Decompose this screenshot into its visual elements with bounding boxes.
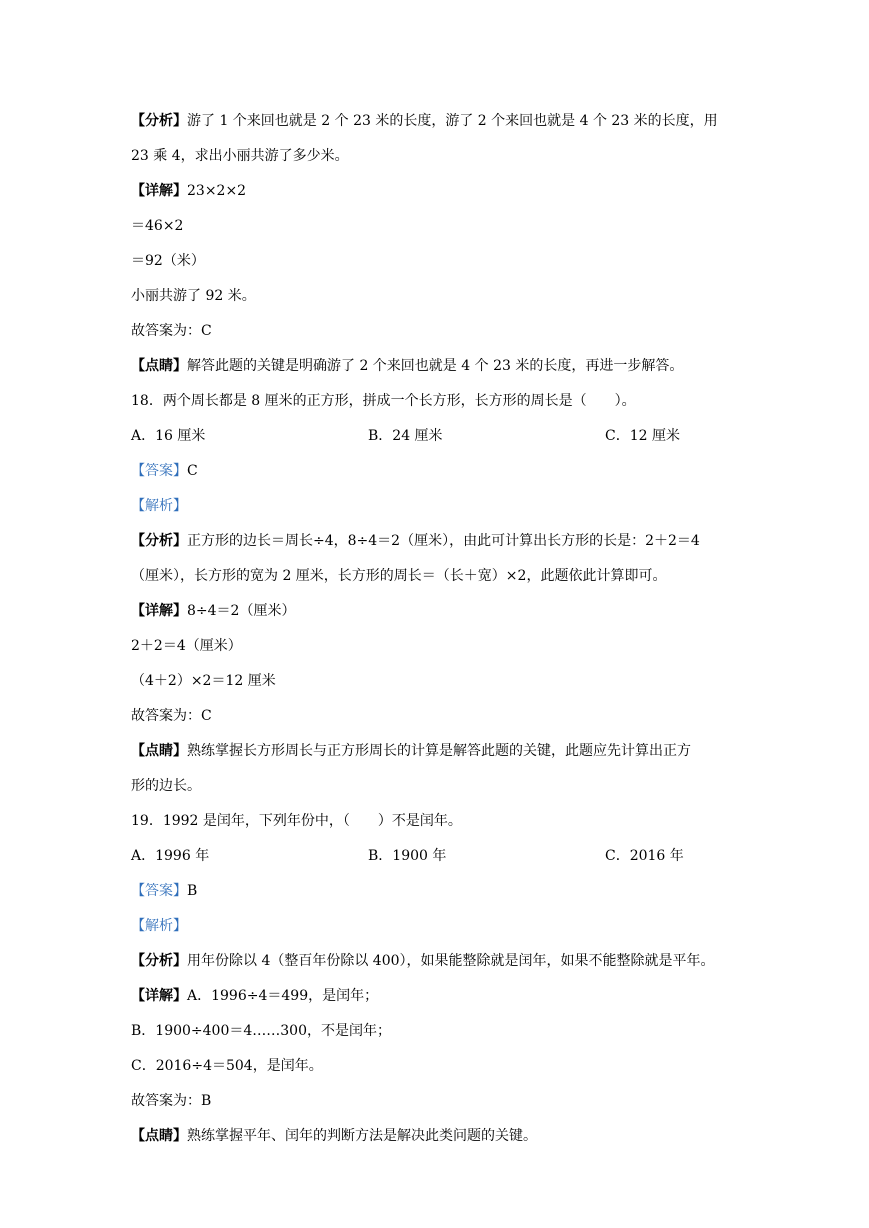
q18-option-a: A．16 厘米	[131, 428, 206, 444]
comment-tag: 【点睛】	[131, 358, 187, 374]
analysis-tag: 【分析】	[131, 113, 187, 129]
q18-question: 18．两个周长都是 8 厘米的正方形，拼成一个长方形，长方形的周长是（ ）。	[131, 393, 636, 409]
comment-tag: 【点睛】	[131, 743, 187, 759]
q19-question: 19．1992 是闰年，下列年份中，（ ）不是闰年。	[131, 813, 462, 829]
q18-detail-line2: 2＋2＝4（厘米）	[131, 638, 242, 654]
q17-analysis-line1: 【分析】游了 1 个来回也就是 2 个 23 米的长度，游了 2 个来回也就是 4 个 23 米的长度，用	[131, 113, 718, 129]
q19-option-b: B．1900 年	[368, 848, 447, 864]
q19-answer: 【答案】B	[131, 883, 198, 899]
explain-tag: 【解析】	[131, 498, 187, 514]
comment-tag: 【点睛】	[131, 1128, 187, 1144]
q18-comment-line2: 形的边长。	[131, 778, 201, 794]
q17-comment: 【点睛】解答此题的关键是明确游了 2 个来回也就是 4 个 23 米的长度，再进一步解答。	[131, 358, 684, 374]
q18-options	[131, 425, 769, 447]
answer-tag: 【答案】	[131, 463, 187, 479]
q18-detail-line3: （4＋2）×2＝12 厘米	[131, 673, 276, 689]
q19-detail-line2: B．1900÷400＝4……300，不是闰年；	[131, 1023, 391, 1039]
q17-detail-line1: 【详解】23×2×2	[131, 183, 247, 199]
analysis-tag: 【分析】	[131, 953, 187, 969]
detail-tag: 【详解】	[131, 183, 187, 199]
q18-answer: 【答案】C	[131, 463, 198, 479]
q19-comment: 【点睛】熟练掌握平年、闰年的判断方法是解决此类问题的关键。	[131, 1128, 537, 1144]
q19-option-a: A．1996 年	[131, 848, 210, 864]
q18-option-c: C．12 厘米	[605, 428, 680, 444]
q18-answer-line: 故答案为：C	[131, 708, 212, 724]
q18-explain	[131, 495, 769, 517]
detail-tag: 【详解】	[131, 988, 187, 1004]
q18-analysis-line1: 【分析】正方形的边长＝周长÷4，8÷4＝2（厘米），由此可计算出长方形的长是：2＋2＝4	[131, 533, 700, 549]
q19-answer-line: 故答案为：B	[131, 1093, 212, 1109]
explain-tag: 【解析】	[131, 918, 187, 934]
detail-tag: 【详解】	[131, 603, 187, 619]
q19-analysis: 【分析】用年份除以 4（整百年份除以 400），如果能整除就是闰年，如果不能整除就是平年。	[131, 953, 715, 969]
q17-analysis-line2: 23 乘 4，求出小丽共游了多少米。	[131, 148, 349, 164]
q18-option-b: B．24 厘米	[368, 428, 443, 444]
analysis-tag: 【分析】	[131, 533, 187, 549]
q18-detail-line1: 【详解】8÷4＝2（厘米）	[131, 603, 296, 619]
q17-detail-line3: ＝92（米）	[131, 253, 205, 269]
q19-option-c: C．2016 年	[605, 848, 684, 864]
q19-detail-line1: 【详解】A．1996÷4＝499，是闰年；	[131, 988, 379, 1004]
q17-answer-line: 故答案为：C	[131, 323, 212, 339]
q19-explain	[131, 915, 769, 937]
q18-comment-line1: 【点睛】熟练掌握长方形周长与正方形周长的计算是解答此题的关键，此题应先计算出正方	[131, 743, 691, 759]
q17-detail-line2: ＝46×2	[131, 218, 184, 234]
q19-options	[131, 845, 769, 867]
q18-analysis-line2: （厘米），长方形的宽为 2 厘米，长方形的周长＝（长＋宽）×2，此题依此计算即可。	[131, 568, 667, 584]
q17-detail-line4: 小丽共游了 92 米。	[131, 288, 256, 304]
answer-tag: 【答案】	[131, 883, 187, 899]
q19-detail-line3: C．2016÷4＝504，是闰年。	[131, 1058, 323, 1074]
